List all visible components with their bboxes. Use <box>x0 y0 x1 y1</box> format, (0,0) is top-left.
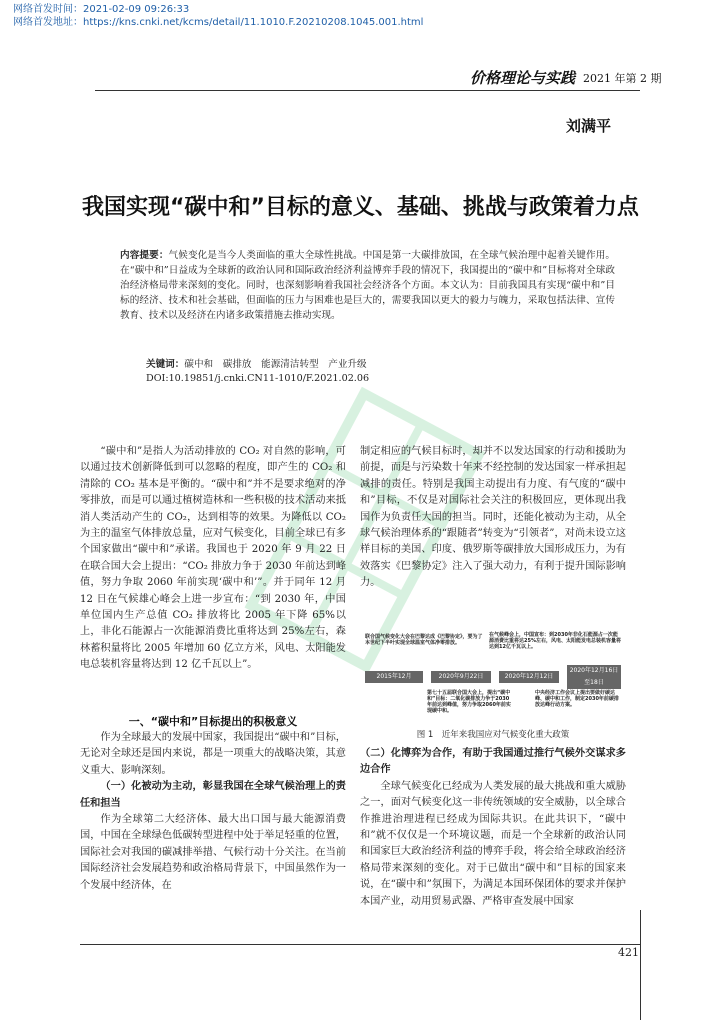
abstract-label: 内容提要： <box>120 250 169 261</box>
keywords-label: 关键词： <box>146 359 185 370</box>
body-column-right <box>360 444 626 592</box>
header-divider <box>95 90 640 91</box>
timeline-note: 第七十五届联合国大会上，提出“碳中和”目标：二氧化碳排放力争于2030年前达到峰值，努力争取2060年前实现碳中和。 <box>427 690 511 714</box>
body-paragraph: 作为全球最大的发展中国家，我国提出“碳中和”目标，无论对全球还是国内来说，都是一项重大的战略决策，其意义重大、影响深刻。 <box>80 732 346 776</box>
timeline-box: 2020年12月12日 <box>499 671 559 683</box>
body-column-left-lower <box>80 730 346 894</box>
body-column-left <box>80 444 346 674</box>
timeline-note: 在气候峰会上，中国宣布：到2030年非化石能源占一次能源消费比重将达25%左右，风电、太阳能发电总装机容量将达到12亿千瓦以上。 <box>489 632 621 650</box>
keywords <box>146 356 367 370</box>
body-paragraph: 作为全球第二大经济体、最大出口国与最大能源消费国，中国在全球绿色低碳转型进程中处于举足轻重的位置，国际社会对我国的碳减排举措、气候行动十分关注。在当前国际经济社会发展趋势和政治格局背景下，中国虽然作为一个发展中经济体，在 <box>80 814 346 891</box>
policy-timeline-figure <box>365 632 621 724</box>
timeline-note: 联合国气候变化大会在巴黎达成《巴黎协定》，要为了本世纪下半叶实现全球温室气体净零排放。 <box>365 634 483 646</box>
footer-divider <box>80 944 640 945</box>
subsection-heading-2: （二）化博弈为合作，有助于我国通过推行气候外交谋求多边合作 <box>360 748 626 776</box>
timeline-box: 2015年12月 <box>365 671 423 683</box>
page-number: 421 <box>618 946 639 959</box>
page-side-rule <box>640 910 641 1020</box>
journal-issue: 2021 年第 2 期 <box>583 72 662 85</box>
journal-name: 价格理论与实践 <box>470 69 576 87</box>
abstract-text: 气候变化是当今人类面临的重大全球性挑战。中国是第一大碳排放国，在全球气候治理中起着关键作用。在“碳中和”日益成为全球新的政治认同和国际政治经济利益博弈手段的情况下，我国提出的“碳中和”目标将对全球政治经济格局带来深刻的变化。同时，也深刻影响着我国社会经济各个方面。本文认为：目前我国具有实现“碳中和”目标的经济、技术和社会基础，但面临的压力与困难也是巨大的，需要我国以更大的毅力与魄力，采取包括法律、宣传教育、技术以及经济在内诸多政策措施去推动实现。 <box>120 250 616 321</box>
author-name: 刘满平 <box>566 117 612 135</box>
body-paragraph: “碳中和”是指人为活动排放的 CO₂ 对自然的影响，可以通过技术创新降低到可以忽略的程度，即产生的 CO₂ 和清除的 CO₂ 基本是平衡的。“碳中和”并不是要求绝对的净零排放，而是可以通过植树造林和一些积极的技术活动来抵消人类活动产生的 CO₂，达到相等的效果。为降低以 CO₂ 为主的温室气体排放总量，应对气候变化，目前全球已有多个国家做出“碳中和”承诺。我国也于 2020 年 9 月 22 日在联合国大会上提出：“CO₂ 排放力争于 2030 年前达到峰值，努力争取 2060 年前实现‘碳中和’”。并于同年 12 月 12 日在气候雄心峰会上进一步宣布：“到 2030 年，中国单位国内生产总值 CO₂ 排放将比 2005 年下降 65%以上，非化石能源占一次能源消费比重将达到 25%左右，森林蓄积量将比 2005 年增加 60 亿立方米，风电、太阳能发电总装机容量将达到 12 亿千瓦以上”。 <box>80 446 346 671</box>
body-column-right-lower <box>360 746 626 910</box>
subsection-heading-1: （一）化被动为主动，彰显我国在全球气候治理上的责任和担当 <box>80 781 346 809</box>
abstract <box>120 248 615 323</box>
publish-time: 网络首发时间：2021-02-09 09:26:33 <box>13 4 190 15</box>
timeline-note: 中央经济工作会议上提出要做好碳达峰、碳中和工作，制定2030年前碳排放达峰行动方案。 <box>535 690 619 708</box>
article-title: 我国实现“碳中和”目标的意义、基础、挑战与政策着力点 <box>82 195 639 220</box>
body-paragraph: 制定相应的气候目标时，却并不以发达国家的行动和援助为前提，而是与污染数十年来不经控制的发达国家一样承担起减排的责任。特别是我国主动提出有力度、有气度的“碳中和”目标，不仅是对国际社会关注的积极回应，更体现出我国作为负责任大国的担当。同时，还能化被动为主动，从全球气候治理体系的“跟随者”转变为“引领者”，对尚未设立这样目标的美国、印度、俄罗斯等碳排放大国形成压力，为有效落实《巴黎协定》注入了强大动力，有利于提升国际影响力。 <box>360 446 626 589</box>
publish-url[interactable]: 网络首发地址：https://kns.cnki.net/kcms/detail/11.1010.F.20210208.1045.001.html <box>13 17 424 28</box>
timeline-box: 2020年9月22日 <box>431 671 491 683</box>
timeline-box: 2020年12月16日至18日 <box>567 665 621 689</box>
body-paragraph: 全球气候变化已经成为人类发展的最大挑战和重大威胁之一，面对气候变化这一非传统领域的安全威胁，以全球合作推进治理进程已经成为国际共识。在此共识下，“碳中和”就不仅仅是一个环境议题，而是一个全球新的政治认同和国家巨大政治经济利益的博弈手段，将会给全球政治经济格局带来深刻的变化。对于已做出“碳中和”目标的国家来说，在“碳中和”氛围下，为满足本国环保团体的要求并保护本国产业，动用贸易武器、严格审查发展中国家 <box>360 780 626 907</box>
figure-caption: 图 1 近年来我国应对气候变化重大政策 <box>416 730 570 740</box>
keywords-text: 碳中和 碳排放 能源清洁转型 产业升级 <box>184 359 367 370</box>
doi: DOI:10.19851/j.cnki.CN11-1010/F.2021.02.06 <box>146 373 370 384</box>
section-heading-1: 一、“碳中和”目标提出的积极意义 <box>128 715 298 728</box>
